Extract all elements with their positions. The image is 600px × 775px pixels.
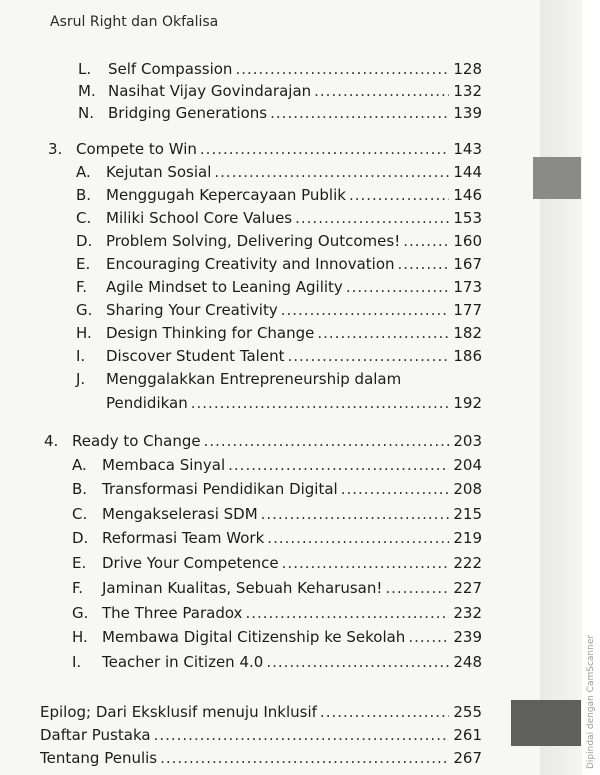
toc-page-number: 173 (453, 278, 482, 296)
section-number: 3. (48, 140, 63, 158)
dot-leader (200, 140, 449, 158)
toc-entry[interactable] (76, 209, 482, 227)
toc-letter: F. (72, 579, 83, 597)
toc-back-matter-entry[interactable] (40, 749, 482, 767)
toc-letter: G. (76, 301, 93, 319)
page-edge (540, 0, 582, 775)
toc-title: Self Compassion (108, 60, 233, 78)
dot-leader (214, 163, 449, 181)
toc-page-number: 227 (453, 579, 482, 597)
dot-leader (282, 554, 450, 572)
dot-leader (245, 604, 449, 622)
toc-title: Transformasi Pendidikan Digital (102, 480, 338, 498)
toc-letter: C. (76, 209, 92, 227)
scanner-watermark (582, 0, 600, 775)
toc-title: Encouraging Creativity and Innovation (106, 255, 395, 273)
toc-page-number: 222 (453, 554, 482, 572)
toc-back-matter-entry[interactable] (40, 726, 482, 744)
toc-entry[interactable] (76, 324, 482, 342)
dot-leader (261, 505, 450, 523)
toc-page-number: 192 (453, 394, 482, 412)
toc-page-number: 267 (453, 749, 482, 767)
dot-leader (270, 104, 449, 122)
toc-letter: A. (76, 163, 91, 181)
toc-entry[interactable] (76, 232, 482, 250)
toc-title: Menggugah Kepercayaan Publik (106, 186, 346, 204)
dot-leader (228, 456, 449, 474)
thumb-index-tab (511, 700, 581, 746)
dot-leader (235, 60, 449, 78)
toc-section-heading[interactable] (48, 140, 482, 158)
dot-leader (314, 82, 449, 100)
toc-title: Discover Student Talent (106, 347, 285, 365)
toc-title: Jaminan Kualitas, Sebuah Keharusan! (102, 579, 383, 597)
toc-page-number: 203 (453, 432, 482, 450)
toc-entry[interactable] (78, 60, 482, 78)
section-title: Ready to Change (72, 432, 201, 450)
toc-letter: A. (72, 456, 87, 474)
toc-entry[interactable] (72, 604, 482, 622)
toc-title: Kejutan Sosial (106, 163, 212, 181)
toc-entry[interactable] (78, 104, 482, 122)
toc-letter: N. (78, 104, 94, 122)
toc-entry[interactable] (76, 301, 482, 319)
toc-letter: J. (76, 370, 86, 388)
toc-entry[interactable] (78, 82, 482, 100)
toc-entry[interactable] (72, 554, 482, 572)
dot-leader (295, 209, 449, 227)
dot-leader (320, 703, 449, 721)
toc-page-number: 215 (453, 505, 482, 523)
toc-page-number: 219 (453, 529, 482, 547)
toc-letter: B. (72, 480, 88, 498)
dot-leader (341, 480, 450, 498)
toc-entry[interactable] (72, 505, 482, 523)
toc-letter: I. (72, 653, 82, 671)
scanner-watermark-text: Dipindai dengan CamScanner (586, 634, 596, 769)
dot-leader (281, 301, 450, 319)
toc-page-number: 248 (453, 653, 482, 671)
toc-entry[interactable] (76, 186, 482, 204)
toc-title: Membawa Digital Citizenship ke Sekolah (102, 628, 406, 646)
toc-title: Membaca Sinyal (102, 456, 226, 474)
toc-entry[interactable] (76, 278, 482, 296)
dot-leader (154, 726, 450, 744)
toc-title: Drive Your Competence (102, 554, 279, 572)
toc-letter: G. (72, 604, 89, 622)
toc-title: Design Thinking for Change (106, 324, 315, 342)
toc-title: The Three Paradox (102, 604, 243, 622)
toc-letter: D. (72, 529, 89, 547)
toc-title: Mengakselerasi SDM (102, 505, 258, 523)
toc-title: Daftar Pustaka (40, 726, 151, 744)
toc-page-number: 143 (453, 140, 482, 158)
toc-entry[interactable] (76, 347, 482, 365)
toc-title: Miliki School Core Values (106, 209, 293, 227)
toc-letter: I. (76, 347, 86, 365)
toc-page-number: 177 (453, 301, 482, 319)
toc-title: Sharing Your Creativity (106, 301, 278, 319)
toc-section-heading[interactable] (44, 432, 482, 450)
toc-page-number: 144 (453, 163, 482, 181)
toc-letter: L. (78, 60, 92, 78)
thumb-index-tab (533, 157, 581, 199)
dot-leader (349, 186, 449, 204)
toc-page-number: 255 (453, 703, 482, 721)
toc-page-number: 153 (453, 209, 482, 227)
toc-page-number: 204 (453, 456, 482, 474)
toc-letter: C. (72, 505, 88, 523)
toc-title: Reformasi Team Work (102, 529, 265, 547)
toc-title: Nasihat Vijay Govindarajan (108, 82, 312, 100)
toc-title-continued: Pendidikan (106, 394, 188, 412)
dot-leader (398, 255, 450, 273)
toc-page-number: 128 (453, 60, 482, 78)
toc-letter: E. (76, 255, 91, 273)
section-number: 4. (44, 432, 59, 450)
toc-letter: F. (76, 278, 87, 296)
toc-page-number: 132 (453, 82, 482, 100)
toc-page-number: 167 (453, 255, 482, 273)
dot-leader (160, 749, 449, 767)
toc-letter: H. (76, 324, 92, 342)
toc-page-number: 139 (453, 104, 482, 122)
toc-entry-line2[interactable] (106, 394, 482, 412)
toc-title: Tentang Penulis (40, 749, 158, 767)
toc-entry[interactable] (72, 653, 482, 671)
toc-title: Teacher in Citizen 4.0 (102, 653, 264, 671)
dot-leader (287, 347, 449, 365)
toc-letter: M. (78, 82, 96, 100)
toc-entry[interactable] (72, 456, 482, 474)
toc-page-number: 186 (453, 347, 482, 365)
toc-title: Problem Solving, Delivering Outcomes! (106, 232, 401, 250)
dot-leader (204, 432, 450, 450)
toc-page-number: 146 (453, 186, 482, 204)
toc-title: Agile Mindset to Leaning Agility (106, 278, 343, 296)
toc-letter: D. (76, 232, 93, 250)
toc-letter: H. (72, 628, 88, 646)
dot-leader (317, 324, 449, 342)
toc-back-matter-entry[interactable] (40, 703, 482, 721)
section-title: Compete to Win (76, 140, 197, 158)
dot-leader (408, 628, 449, 646)
running-head: Asrul Right dan Okfalisa (50, 14, 219, 30)
toc-page-number: 160 (453, 232, 482, 250)
toc-page-number: 208 (453, 480, 482, 498)
toc-entry[interactable] (76, 163, 482, 181)
toc-entry[interactable] (76, 255, 482, 273)
dot-leader (267, 529, 449, 547)
toc-letter: B. (76, 186, 92, 204)
toc-entry[interactable] (72, 628, 482, 646)
dot-leader (346, 278, 450, 296)
toc-letter: E. (72, 554, 87, 572)
dot-leader (385, 579, 449, 597)
dot-leader (266, 653, 449, 671)
toc-title: Epilog; Dari Eksklusif menuju Inklusif (40, 703, 317, 721)
toc-title: Bridging Generations (108, 104, 268, 122)
toc-entry[interactable] (72, 579, 482, 597)
toc-page-number: 182 (453, 324, 482, 342)
toc-entry-line1[interactable] (76, 370, 482, 388)
toc-page-number: 232 (453, 604, 482, 622)
toc-entry[interactable] (72, 480, 482, 498)
toc-entry[interactable] (72, 529, 482, 547)
dot-leader (191, 394, 450, 412)
dot-leader (403, 232, 449, 250)
toc-page-number: 239 (453, 628, 482, 646)
toc-page-number: 261 (453, 726, 482, 744)
toc-title: Menggalakkan Entrepreneurship dalam (106, 370, 402, 388)
